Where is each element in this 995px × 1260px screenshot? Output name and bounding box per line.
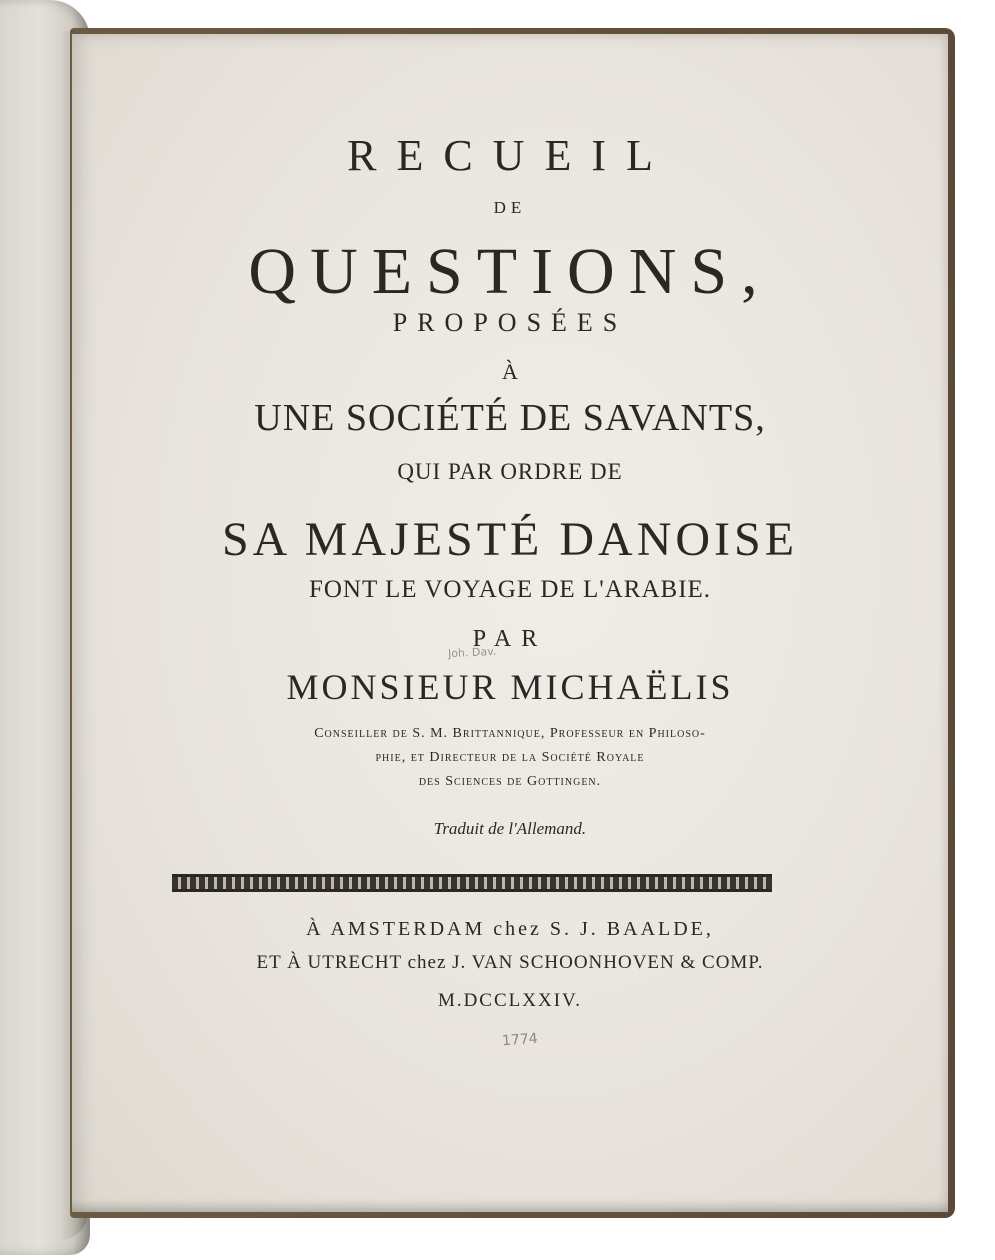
author-name: MONSIEUR MICHAËLIS — [286, 667, 734, 707]
title-par: PAR — [472, 626, 548, 652]
imprint-amsterdam: À AMSTERDAM chez S. J. BAALDE, — [306, 918, 714, 940]
author-credentials-1: Conseiller de S. M. Brittannique, Professeur en Philoso- — [314, 726, 706, 741]
handwritten-year-note: 1774 — [501, 1030, 539, 1050]
title-questions: QUESTIONS, — [248, 235, 772, 308]
title-proposees: PROPOSÉES — [392, 308, 628, 337]
translation-note: Traduit de l'Allemand. — [433, 819, 587, 838]
title-page — [72, 34, 948, 1212]
title-voyage: FONT LE VOYAGE DE L'ARABIE. — [308, 576, 712, 603]
ornamental-rule — [172, 874, 772, 892]
imprint-utrecht: ET À UTRECHT chez J. VAN SCHOONHOVEN & COMP. — [256, 952, 764, 973]
title-majeste: SA MAJESTÉ DANOISE — [221, 513, 799, 566]
author-credentials-2: phie, et Directeur de la Société Royale — [375, 750, 645, 765]
author-credentials-3: des Sciences de Gottingen. — [418, 774, 602, 789]
title-societe: UNE SOCIÉTÉ DE SAVANTS, — [254, 397, 766, 439]
title-recueil: RECUEIL — [347, 131, 673, 180]
imprint-date: M.DCCLXXIV. — [437, 990, 583, 1011]
handwritten-name-note: Joh. Dav. — [447, 644, 497, 661]
title-qui: QUI PAR ORDRE DE — [397, 459, 623, 484]
title-de: DE — [493, 198, 527, 217]
title-a: À — [502, 359, 518, 384]
page-bottom-shadow — [72, 1200, 948, 1212]
